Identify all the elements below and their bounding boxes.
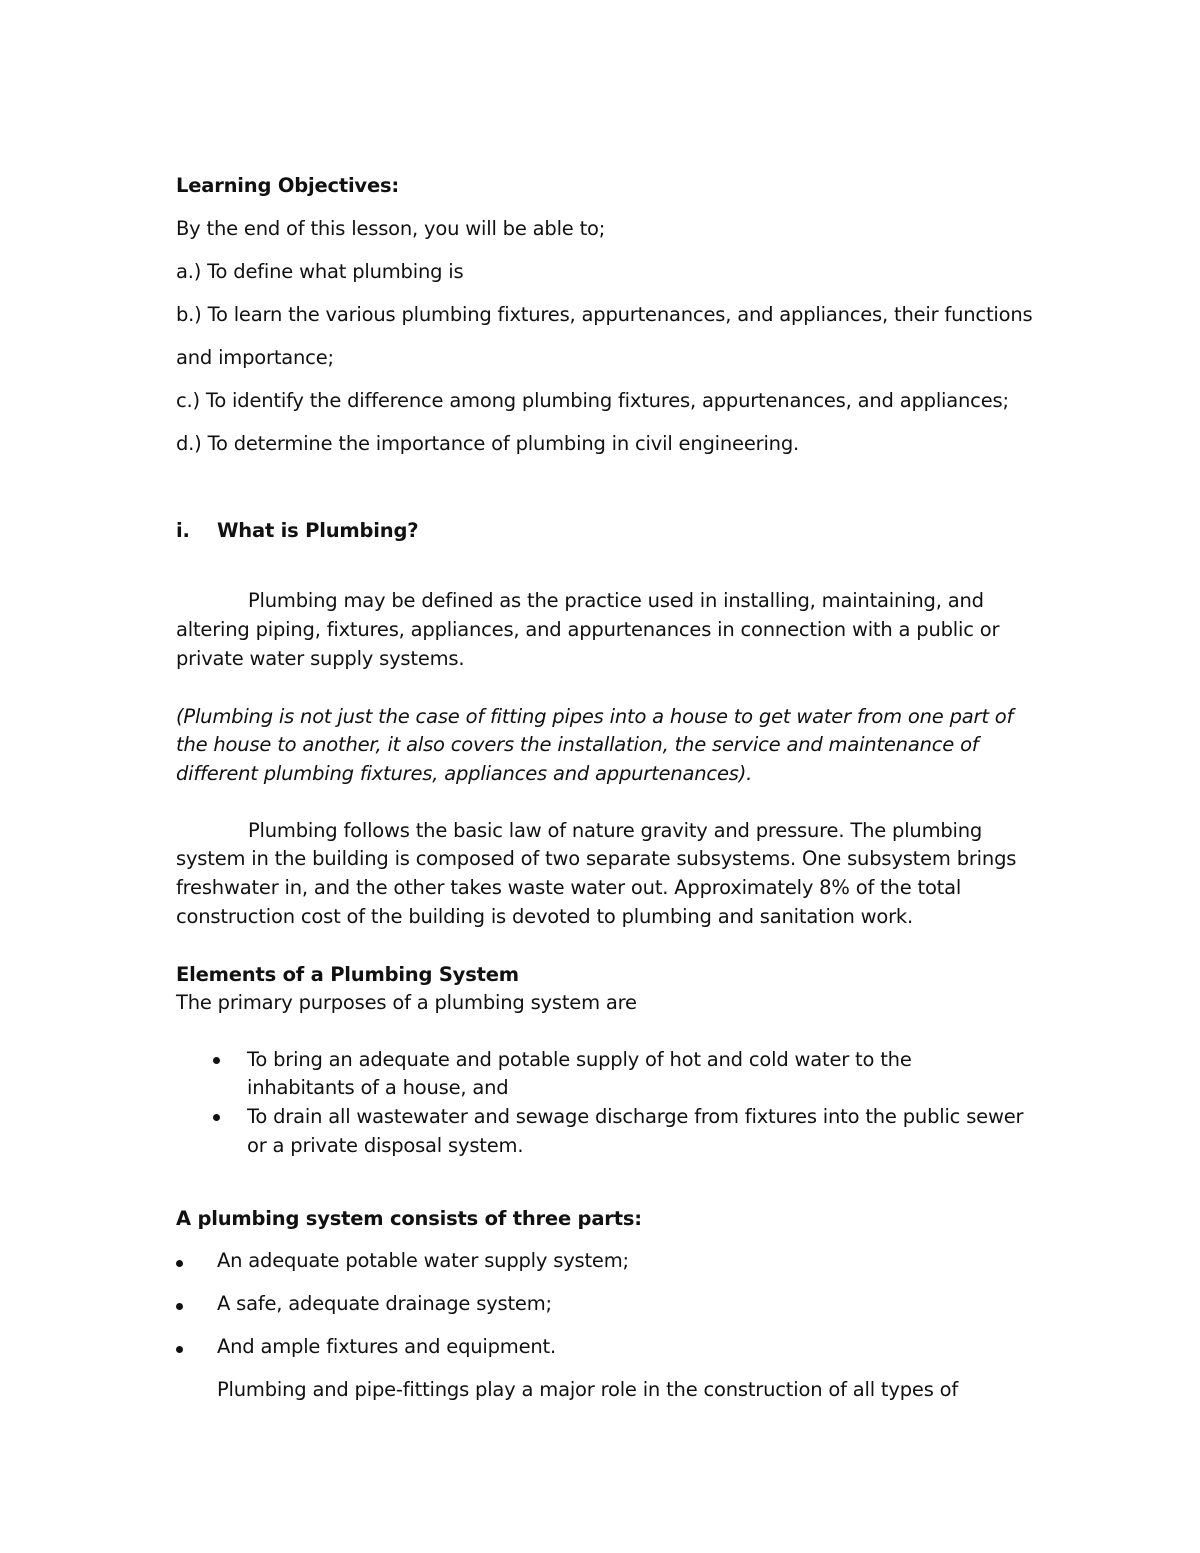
purpose-line: To bring an adequate and potable supply of hot and cold water to the (247, 1048, 912, 1071)
section-title: What is Plumbing? (217, 519, 419, 542)
purpose-line: inhabitants of a house, and (247, 1076, 509, 1099)
note-line: different plumbing fixtures, appliances and appurtenances). (176, 762, 753, 785)
bullet-icon (213, 1057, 220, 1064)
elements-intro: The primary purposes of a plumbing system are (176, 991, 637, 1014)
objective-c: c.) To identify the difference among plumbing fixtures, appurtenances, and appliances; (176, 389, 1009, 412)
objectives-intro: By the end of this lesson, you will be able to; (176, 217, 606, 240)
para1-line: Plumbing may be defined as the practice used in installing, maintaining, and (248, 589, 984, 612)
purpose-line: or a private disposal system. (247, 1134, 524, 1157)
para2-line: Plumbing follows the basic law of nature gravity and pressure. The plumbing (248, 819, 983, 842)
bullet-icon (176, 1260, 183, 1267)
elements-heading: Elements of a Plumbing System (176, 963, 519, 986)
objective-a: a.) To define what plumbing is (176, 260, 464, 283)
bullet-icon (176, 1303, 183, 1310)
bullet-icon (213, 1114, 220, 1121)
part-item: And ample fixtures and equipment. (217, 1335, 556, 1358)
para2-line: construction cost of the building is devoted to plumbing and sanitation work. (176, 905, 914, 928)
para2-line: freshwater in, and the other takes waste water out. Approximately 8% of the total (176, 876, 962, 899)
part-item: An adequate potable water supply system; (217, 1249, 629, 1272)
parts-heading: A plumbing system consists of three parts: (176, 1207, 642, 1230)
note-line: the house to another, it also covers the installation, the service and maintenance of (176, 733, 979, 756)
purpose-line: To drain all wastewater and sewage discharge from fixtures into the public sewer (247, 1105, 1024, 1128)
para2-line: system in the building is composed of two separate subsystems. One subsystem brings (176, 847, 1017, 870)
para1-line: private water supply systems. (176, 647, 465, 670)
para1-line: altering piping, fixtures, appliances, and appurtenances in connection with a public or (176, 618, 1000, 641)
objectives-heading: Learning Objectives: (176, 174, 399, 197)
section-number: i. (176, 519, 190, 542)
part-item: A safe, adequate drainage system; (217, 1292, 552, 1315)
bullet-icon (176, 1346, 183, 1353)
note-line: (Plumbing is not just the case of fitting pipes into a house to get water from one part of (176, 705, 1014, 728)
objective-b-line1: b.) To learn the various plumbing fixtures, appurtenances, and appliances, their functions (176, 303, 1033, 326)
objective-b-line2: and importance; (176, 346, 334, 369)
closing-line: Plumbing and pipe-fittings play a major role in the construction of all types of (217, 1378, 959, 1401)
objective-d: d.) To determine the importance of plumbing in civil engineering. (176, 432, 800, 455)
